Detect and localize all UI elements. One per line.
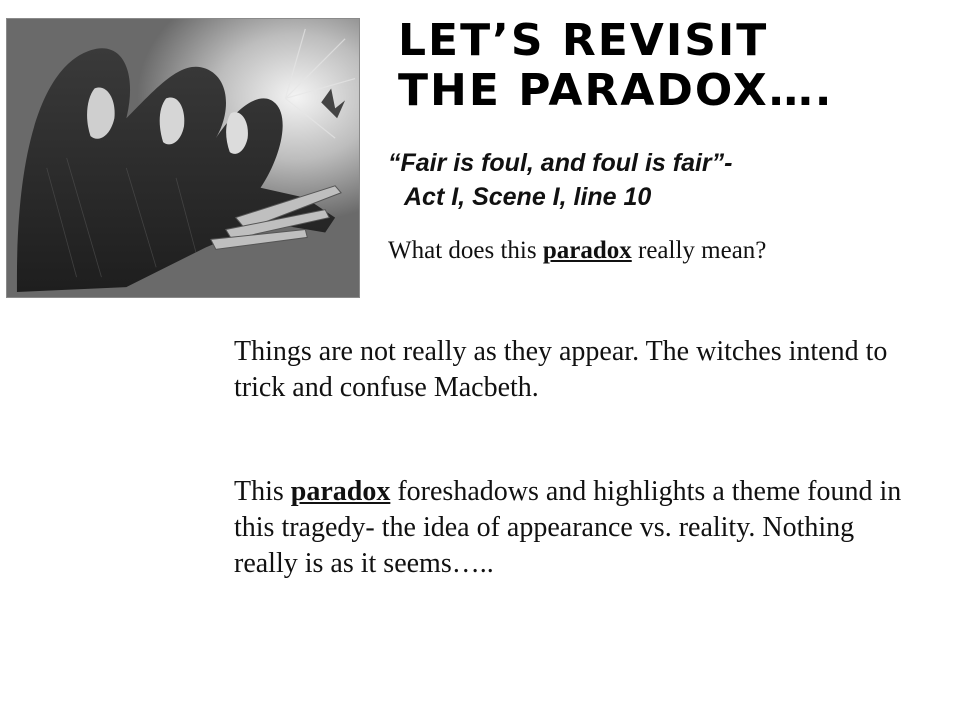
three-witches-illustration — [6, 18, 360, 298]
paragraph-foreshadowing — [234, 474, 924, 582]
paragraph2-text-after: foreshadows and highlights a theme found in this tragedy- the idea of appearance vs. reality. Nothing really is as it seems….. — [234, 476, 902, 579]
quote-block — [388, 146, 948, 214]
quote-citation: Act I, Scene I, line 10 — [404, 183, 652, 211]
question-line — [388, 234, 960, 268]
witches-engraving-image — [7, 19, 359, 297]
question-text-after: really mean? — [631, 237, 767, 264]
paragraph2-term-paradox: paradox — [290, 476, 391, 507]
question-term-paradox: paradox — [542, 237, 632, 264]
paragraph-appearance: Things are not really as they appear. The witches intend to trick and confuse Macbeth. — [234, 336, 888, 403]
question-text-before: What does this — [388, 237, 543, 264]
paragraph2-text-before: This — [234, 476, 291, 507]
slide-title: LET’S REVISIT THE PARADOX…. — [398, 15, 834, 117]
quote-text: “Fair is foul, and foul is fair”- — [388, 149, 733, 177]
